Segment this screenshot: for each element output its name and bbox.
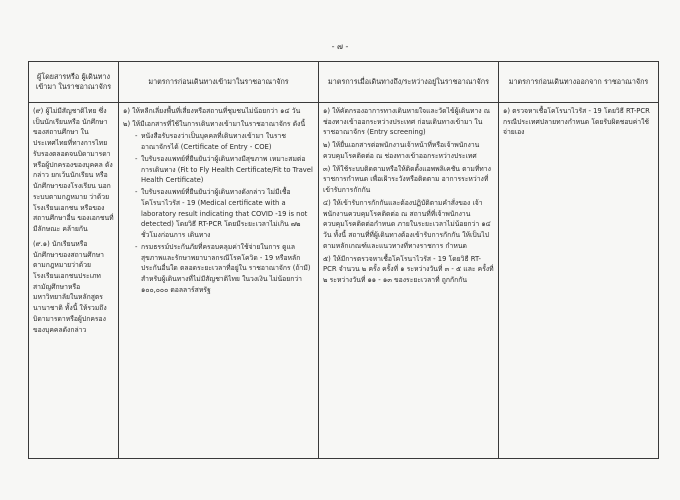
header-upon-arrival: มาตรการเมื่อเดินทางถึง/ระหว่างอยู่ในราชอาณาจักร — [319, 62, 499, 103]
document-requirement-text: กรมธรรม์ประกันภัยที่ครอบคลุมค่าใช้จ่ายในการ ดูแลสุขภาพและรักษาพยาบาลกรณีโรคโควิด - 19 หรือหลักประกันอื่นใด ตลอดระยะเวลาที่อยู่ใน ราชอาณาจักร (ถ้ามี) สำหรับผู้เดินทางที่ไม่มีสัญชาติไทย ในวงเงิน ไม่น้อยกว่า ๑๐๐,๐๐๐ ดอลลาร์สหรัฐ — [141, 242, 311, 294]
document-requirement-text: หนังสือรับรองว่าเป็นบุคคลที่เดินทางเข้ามา ในราชอาณาจักรได้ (Certificate of Entry - COE) — [141, 132, 286, 152]
arrival-measure: ๑) ให้คัดกรองอาการทางเดินหายใจและวัดไข้ผู้เดินทาง ณ ช่องทางเข้าออกระหว่างประเทศ ก่อนเดินทางเข้ามา ในราชอาณาจักร (Entry screening) — [323, 107, 491, 137]
departure-measure: ๑) ตรวจหาเชื้อโคโรนาไวรัส - 19 โดยวิธี RT-PCR กรณีประเทศปลายทางกำหนด โดยรับผิดชอบค่าใช้จ่ายเอง — [503, 107, 650, 137]
cell-upon-arrival — [319, 103, 499, 459]
cell-before-entry — [119, 103, 319, 459]
pre-entry-item-1: ๑) ให้หลีกเลี่ยงพื้นที่เสี่ยงหรือสถานที่ชุมชนไม่น้อยกว่า ๑๔ วัน — [123, 107, 301, 115]
document-requirement: - หนังสือรับรองว่าเป็นบุคคลที่เดินทางเข้ามา ในราชอาณาจักรได้ (Certificate of Entry - COE) — [135, 132, 286, 152]
traveler-category-9: (๙) ผู้ไม่มีสัญชาติไทย ซึ่งเป็นนักเรียนหรือ นักศึกษาของสถานศึกษา ในประเทศไทยที่ทางการไทย รับรองตลอดจนบิดามารดา หรือผู้ปกครองของบุคคล ดังกล่าว ยกเว้นนักเรียน หรือนักศึกษาของโรงเรียน นอกระบบตามกฎหมาย ว่าด้วยโรงเรียนเอกชน หรือของสถานศึกษาอื่น ของเอกชนที่มีลักษณะ คล้ายกัน — [33, 107, 114, 234]
table-row — [29, 103, 659, 459]
header-before-departure: มาตรการก่อนเดินทางออกจาก ราชอาณาจักร — [499, 62, 659, 103]
page-number: - ๗ - — [331, 42, 349, 51]
measures-table — [28, 61, 659, 459]
arrival-measure: ๕) ให้มีการตรวจหาเชื้อโคโรนาไวรัส - 19 โดยวิธี RT-PCR จำนวน ๒ ครั้ง ครั้งที่ ๑ ระหว่างวันที่ ๓ - ๕ และ ครั้งที่ ๒ ระหว่างวันที่ ๑๑ - ๑๓ ของระยะเวลาที่ ถูกกักกัน — [323, 254, 494, 285]
document-requirement: - ใบรับรองแพทย์ที่ยืนยันว่าผู้เดินทางดังกล่าว ไม่มีเชื้อโคโรนาไวรัส - 19 (Medical certificate with a laboratory result indicating that COVID -19 is not detected) โดยวิธี RT-PCR โดยมีระยะเวลาไม่เกิน ๗๒ ชั่วโมงก่อนการ เดินทาง — [135, 188, 308, 240]
arrival-measure: ๒) ให้ยื่นเอกสารต่อพนักงานเจ้าหน้าที่หรือเจ้าพนักงาน ควบคุมโรคติดต่อ ณ ช่องทางเข้าออกระหว่างประเทศ — [323, 141, 480, 160]
table-header-row — [29, 62, 659, 103]
header-travelers: ผู้โดยสารหรือ ผู้เดินทางเข้ามา ในราชอาณาจักร — [29, 62, 119, 103]
document-requirement-text: ใบรับรองแพทย์ที่ยืนยันว่าผู้เดินทางมีสุขภาพ เหมาะสมต่อการเดินทาง (Fit to Fly Health Certificate/Fit to Travel Health Certificate) — [141, 154, 313, 185]
arrival-measure: ๓) ให้ใช้ระบบติดตามหรือให้ติดตั้งแอพพลิเคชัน ตามที่ทางราชการกำหนด เพื่อเฝ้าระวังหรือติดตาม อาการระหว่างที่เข้ารับการกักกัน — [323, 164, 491, 195]
document-requirement-text: ใบรับรองแพทย์ที่ยืนยันว่าผู้เดินทางดังกล่าว ไม่มีเชื้อโคโรนาไวรัส - 19 (Medical certificate with a laboratory result indicating that COVID -19 is not detected) โดยวิธี RT-PCR โดยมีระยะเวลาไม่เกิน ๗๒ ชั่วโมงก่อนการ เดินทาง — [141, 188, 308, 240]
document-requirement: - กรมธรรม์ประกันภัยที่ครอบคลุมค่าใช้จ่ายในการ ดูแลสุขภาพและรักษาพยาบาลกรณีโรคโควิด - 19 หรือหลักประกันอื่นใด ตลอดระยะเวลาที่อยู่ใน ราชอาณาจักร (ถ้ามี) สำหรับผู้เดินทางที่ไม่มีสัญชาติไทย ในวงเงิน ไม่น้อยกว่า ๑๐๐,๐๐๐ ดอลลาร์สหรัฐ — [135, 242, 311, 294]
cell-traveler-type — [29, 103, 119, 459]
header-before-entry: มาตรการก่อนเดินทางเข้ามาในราชอาณาจักร — [119, 62, 319, 103]
traveler-category-9-1: (๙.๑) นักเรียนหรือ นักศึกษาของสถานศึกษา ตามกฎหมายว่าด้วย โรงเรียนเอกชนประเภท สามัญศึกษาหรือ มหาวิทยาลัยในหลักสูตร นานาชาติ ทั้งนี้ ให้รวมถึง บิดามารดาหรือผู้ปกครอง ของบุคคลดังกล่าว — [33, 239, 107, 334]
cell-before-departure — [499, 103, 659, 459]
arrival-measure: ๔) ให้เข้ารับการกักกันและต้องปฏิบัติตามคำสั่งของ เจ้าพนักงานควบคุมโรคติดต่อ ณ สถานที่ที่เจ้าพนักงาน ควบคุมโรคติดต่อกำหนด ภายในระยะเวลาไม่น้อยกว่า ๑๔ วัน ทั้งนี้ สถานที่ที่ผู้เดินทางต้องเข้ารับการกักกัน ให้เป็นไปตามหลักเกณฑ์และแนวทางที่ทางราชการ กำหนด — [323, 198, 491, 250]
document-requirement: - ใบรับรองแพทย์ที่ยืนยันว่าผู้เดินทางมีสุขภาพ เหมาะสมต่อการเดินทาง (Fit to Fly Health Certificate/Fit to Travel Health Certificate) — [135, 154, 313, 185]
pre-entry-item-2: ๒) ให้มีเอกสารที่ใช้ในการเดินทางเข้ามาในราชอาณาจักร ดังนี้ — [123, 119, 306, 128]
